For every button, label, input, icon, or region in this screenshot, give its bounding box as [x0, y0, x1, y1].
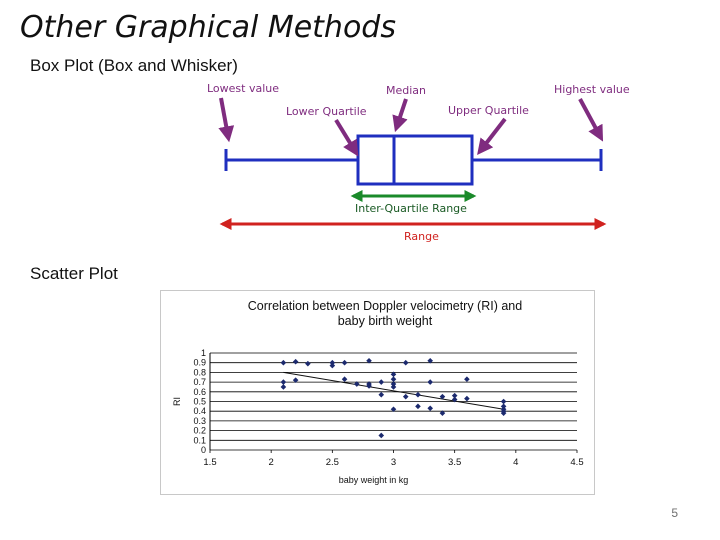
y-tick-label: 0.2	[193, 425, 206, 436]
box-plot-diagram	[0, 0, 720, 260]
x-tick-label: 3	[390, 457, 397, 468]
highest-value-arrow	[580, 99, 600, 136]
scatter-chart	[160, 290, 595, 495]
y-axis-label: RI	[172, 397, 182, 406]
y-tick-label: 1	[200, 348, 206, 358]
lower-quartile-label: Lower Quartile	[286, 105, 367, 118]
x-tick-label: 3.5	[448, 457, 462, 468]
upper-quartile-arrow	[481, 119, 505, 150]
median-label: Median	[386, 84, 427, 97]
quartile-box	[358, 136, 472, 184]
x-tick-label: 2.5	[325, 457, 339, 468]
box-and-whisker	[226, 136, 601, 184]
inter-quartile-range-label: Inter-Quartile Range	[355, 202, 467, 215]
y-tick-label: 0.3	[193, 415, 206, 426]
y-tick-label: 0	[200, 445, 206, 455]
y-tick-label: 0.7	[193, 377, 206, 388]
x-tick-label: 4	[513, 457, 519, 468]
x-tick-label: 1.5	[203, 457, 217, 468]
lower-quartile-arrow	[336, 120, 355, 151]
page-number: 5	[671, 506, 678, 520]
slide-title: Other Graphical Methods	[20, 10, 396, 45]
y-tick-label: 0.5	[193, 396, 206, 407]
y-tick-label: 0.4	[193, 406, 206, 417]
x-tick-label: 4.5	[570, 457, 584, 468]
highest-value-label: Highest value	[554, 83, 630, 96]
lowest-value-arrow	[221, 98, 228, 136]
lowest-value-label: Lowest value	[207, 82, 280, 95]
upper-quartile-label: Upper Quartile	[448, 104, 529, 117]
scatter-plot-heading: Scatter Plot	[30, 264, 118, 283]
y-tick-label: 0.8	[193, 367, 206, 378]
chart-title-line-1: Correlation between Doppler velocimetry (RI) and	[247, 299, 523, 313]
range-label: Range	[404, 230, 439, 243]
y-tick-label: 0.9	[193, 357, 206, 368]
x-axis-label: baby weight in kg	[338, 475, 409, 485]
chart-title-line-2: baby birth weight	[337, 314, 433, 328]
y-tick-label: 0.1	[193, 435, 206, 446]
median-arrow	[397, 99, 406, 126]
box-plot-heading: Box Plot (Box and Whisker)	[30, 56, 238, 75]
x-tick-label: 2	[268, 457, 274, 468]
y-tick-label: 0.6	[193, 386, 206, 397]
